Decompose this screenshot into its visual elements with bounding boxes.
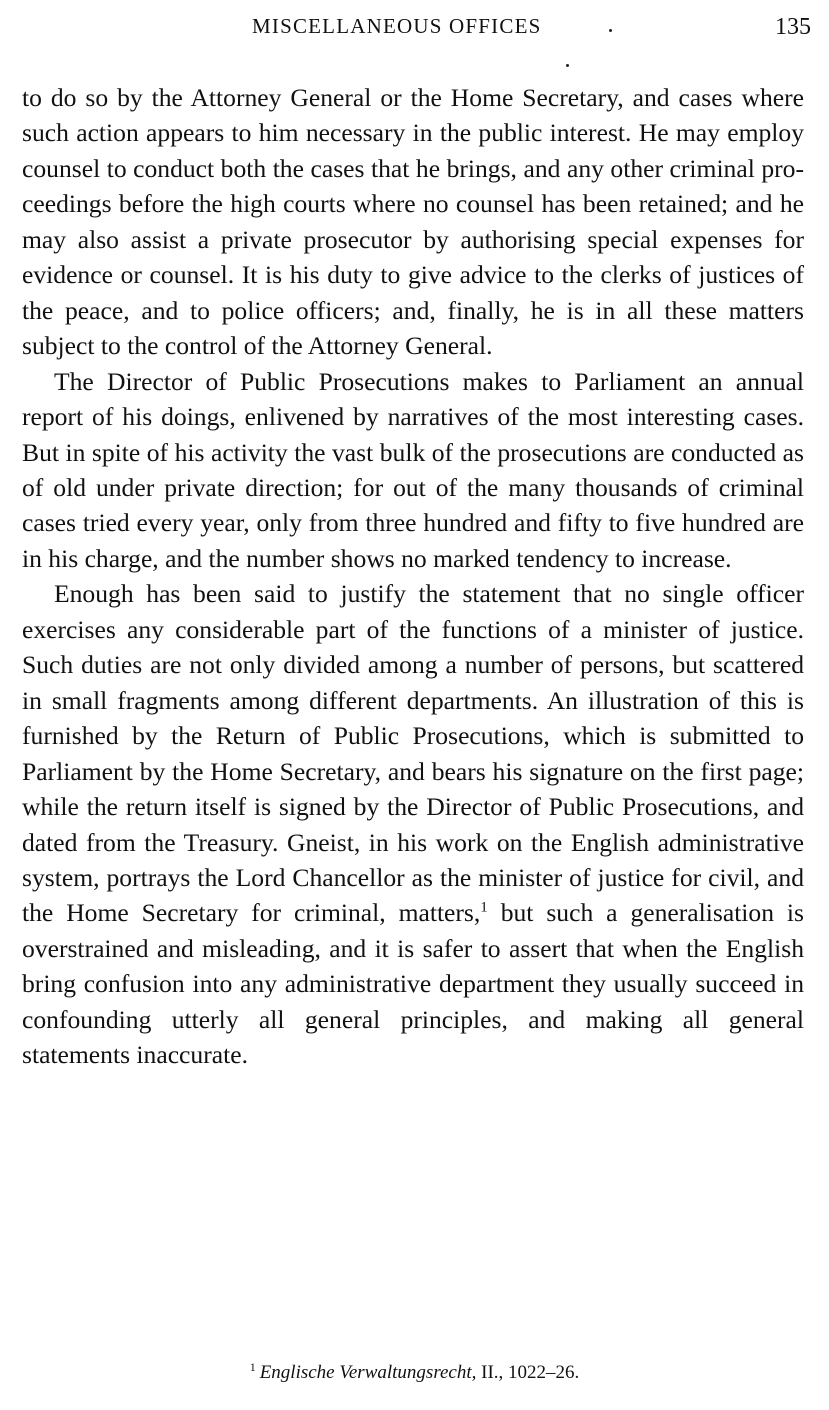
paragraph-text: Enough has been said to justify the statement that no single officer exercises any considerable part of the functions of a minister of justice. Such duties are not only divided among a number of persons, but scattered in small fragments among different departments. An illustration of this is furnished by the Return of Public Prosecutions, which is submitted to Parliament by the Home Secretary, and bears his signature on the first page; while the return itself is signed by the Director of Public Prosecutions, and dated from the Treasury. Gneist, in his work on the English administrative system, portrays the Lord Chancellor as the minister of justice for civil, and the Home Secretary for criminal, matters,: [22, 579, 804, 928]
print-speck: [566, 64, 569, 67]
footnote-mark: 1: [249, 1359, 256, 1374]
footnote: [0, 1359, 829, 1384]
body-text: [22, 80, 804, 1073]
running-head: [0, 14, 829, 48]
page-number: 135: [775, 14, 811, 40]
paragraph: to do so by the Attorney General or the Home Secretary, and cases where such action appears to him necessary in the public interest. He may employ counsel to conduct both the cases that he brings, and any other criminal proceedings before the high courts where no counsel has been retained; and he may also assist a private prosecutor by authorising special expenses for evidence or counsel. It is his duty to give advice to the clerks of justices of the peace, and to police officers; and, finally, he is in all these matters subject to the control of the Attorney General.: [22, 83, 804, 361]
paragraph: [22, 576, 804, 1072]
print-speck: [609, 29, 612, 32]
footnote-citation: II., 1022–26.: [476, 1362, 580, 1383]
footnote-title: Englische Verwaltungsrecht,: [259, 1362, 477, 1383]
footnote-reference: 1: [480, 899, 488, 916]
running-head-title: MISCELLANEOUS OFFICES: [252, 14, 542, 38]
paragraph: The Director of Public Prosecutions makes to Parliament an annual report of his doings, enlivened by narratives of the most interesting cases. But in spite of his activity the vast bulk of the prosecutions are conducted as of old under private direction; for out of the many thousands of criminal cases tried every year, only from three hundred and fifty to five hundred are in his charge, and the number shows no marked tendency to increase.: [22, 366, 804, 573]
paragraph-text: but such a generalisation is overstrained and misleading, and it is safer to assert that when the English bring confusion into any administrative department they usually succeed in confounding utterly all general principles, and making all general statements inaccurate.: [22, 898, 804, 1070]
